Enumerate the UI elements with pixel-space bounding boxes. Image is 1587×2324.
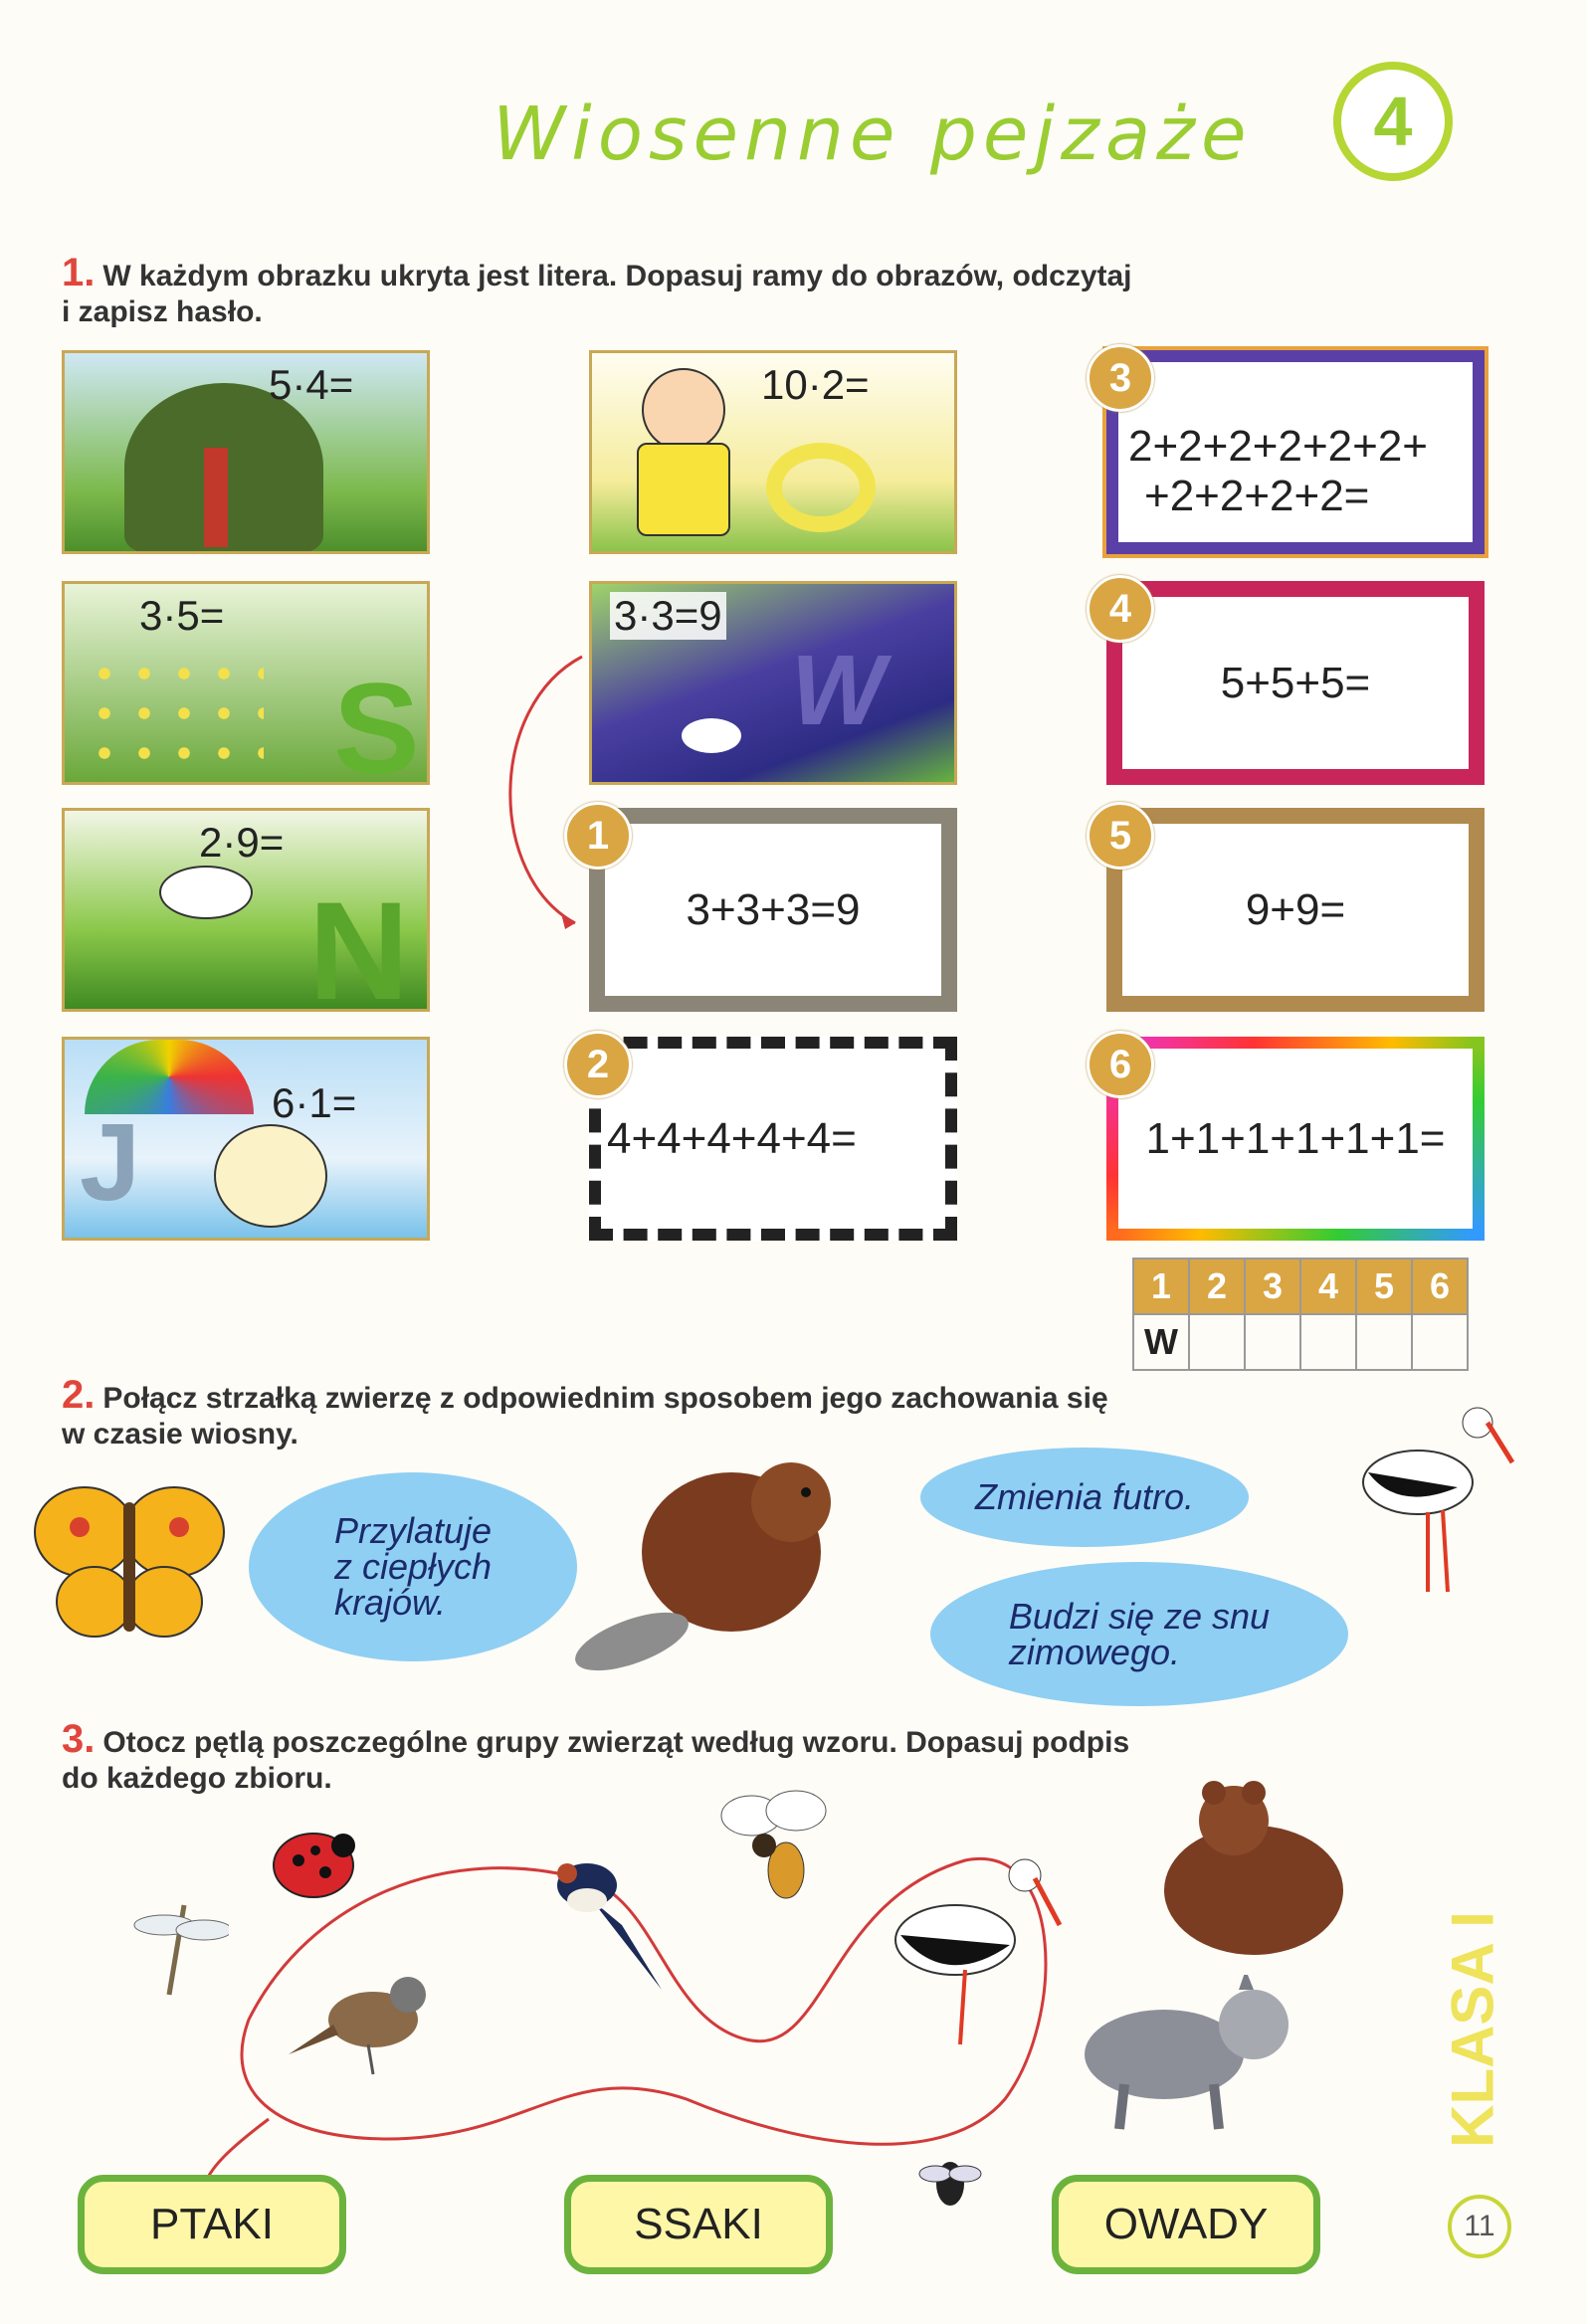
picture-girl-basket (589, 350, 957, 554)
chapter-number: 4 (1333, 62, 1453, 181)
page-title: Wiosenne pejzaże (493, 92, 1253, 177)
picture-equation-example: 3·3=9 (610, 592, 726, 640)
task1-number: 1. (62, 251, 96, 294)
picture-trees (62, 350, 430, 554)
key-answer-cell[interactable]: W (1133, 1314, 1189, 1370)
picture-equation: 5·4= (269, 361, 354, 408)
picture-equation: 10·2= (761, 361, 870, 408)
frame-badge: 6 (1087, 1031, 1154, 1098)
picture-stork-grass (62, 808, 430, 1012)
key-answer-cell[interactable] (1245, 1314, 1300, 1370)
stork-illustration-2 (876, 1840, 1075, 2059)
hidden-letter-o (766, 443, 876, 532)
fly-illustration (915, 2139, 985, 2219)
frame-equation: 1+1+1+1+1+1= (1145, 1113, 1446, 1163)
label-owady[interactable]: OWADY (1052, 2175, 1320, 2274)
dragonfly-illustration (129, 1895, 229, 2005)
answer-key-table (1132, 1258, 1469, 1371)
frame-equation: 9+9= (1245, 884, 1346, 934)
butterfly-illustration (30, 1482, 229, 1642)
key-header: 3 (1245, 1259, 1300, 1314)
key-header: 1 (1133, 1259, 1189, 1314)
example-arrow (488, 647, 597, 945)
class-side-label: KLASA I (1439, 1911, 1506, 2148)
frame-5 (1106, 808, 1485, 1012)
frame-1 (589, 808, 957, 1012)
task2-instruction: 2. Połącz strzałką zwierzę z odpowiednim sposobem jego zachowania się w czasie wiosny. (62, 1373, 1108, 1451)
hidden-letter-j: J (80, 1101, 141, 1224)
swan (682, 718, 741, 753)
key-header: 4 (1300, 1259, 1356, 1314)
hidden-letter-w: W (791, 635, 886, 746)
sparrow-illustration (284, 1965, 443, 2084)
key-header: 2 (1189, 1259, 1245, 1314)
duck (214, 1124, 327, 1228)
label-ssaki[interactable]: SSAKI (564, 2175, 833, 2274)
task3-instruction: 3. Otocz pętlą poszczególne grupy zwierząt według wzoru. Dopasuj podpis do każdego zbioru. (62, 1717, 1130, 1795)
picture-equation: 3·5= (139, 592, 225, 639)
girl-dress (637, 443, 730, 536)
wolf-illustration (1075, 1975, 1303, 2134)
key-answer-cell[interactable] (1356, 1314, 1412, 1370)
cloud-fly-from-warm: Przylatuje z ciepłych krajów. (249, 1472, 577, 1661)
swallow-illustration (542, 1845, 672, 1995)
picture-equation: 6·1= (272, 1079, 357, 1126)
key-answer-cell[interactable] (1189, 1314, 1245, 1370)
hidden-letter-s: S (333, 656, 420, 785)
frame-equation-line2: +2+2+2+2= (1144, 472, 1370, 520)
key-answer-cell[interactable] (1412, 1314, 1468, 1370)
task2-number: 2. (62, 1373, 96, 1417)
beaver-illustration (572, 1443, 851, 1681)
picture-daffodils (62, 581, 430, 785)
page-number: 11 (1448, 2195, 1511, 2258)
girl-face (642, 368, 725, 452)
frame-badge: 2 (564, 1031, 632, 1098)
frame-equation-line1: 2+2+2+2+2+2+ (1128, 422, 1428, 471)
picture-equation: 2·9= (199, 819, 285, 866)
daffodils (85, 654, 264, 773)
bear-illustration (1154, 1781, 1353, 1960)
key-header: 5 (1356, 1259, 1412, 1314)
task3-number: 3. (62, 1717, 96, 1761)
frame-equation: 4+4+4+4+4= (607, 1113, 857, 1163)
cloud-change-fur: Zmienia futro. (920, 1448, 1249, 1547)
picture-duck-umbrella (62, 1037, 430, 1241)
stork-illustration (1348, 1393, 1517, 1602)
hidden-letter-n: N (308, 872, 410, 1012)
cloud-wake-from-sleep: Budzi się ze snu zimowego. (930, 1562, 1348, 1706)
hidden-letter-i (204, 448, 228, 547)
frame-3 (1106, 350, 1485, 554)
key-header: 6 (1412, 1259, 1468, 1314)
frame-badge: 5 (1087, 802, 1154, 870)
bee-illustration (716, 1776, 836, 1905)
frame-6 (1106, 1037, 1485, 1241)
frame-badge: 3 (1087, 344, 1154, 412)
frame-4 (1106, 581, 1485, 785)
frame-badge: 4 (1087, 575, 1154, 643)
label-ptaki[interactable]: PTAKI (78, 2175, 346, 2274)
frame-2 (589, 1037, 957, 1241)
ladybug-illustration (254, 1811, 373, 1910)
stork-body (159, 866, 253, 919)
task1-instruction: 1. W każdym obrazku ukryta jest litera. Dopasuj ramy do obrazów, odczytaj i zapisz hasło. (62, 251, 1132, 328)
key-answer-cell[interactable] (1300, 1314, 1356, 1370)
frame-badge: 1 (564, 802, 632, 870)
picture-swan-pond (589, 581, 957, 785)
frame-equation: 5+5+5= (1220, 658, 1371, 707)
frame-equation: 3+3+3=9 (686, 884, 861, 934)
